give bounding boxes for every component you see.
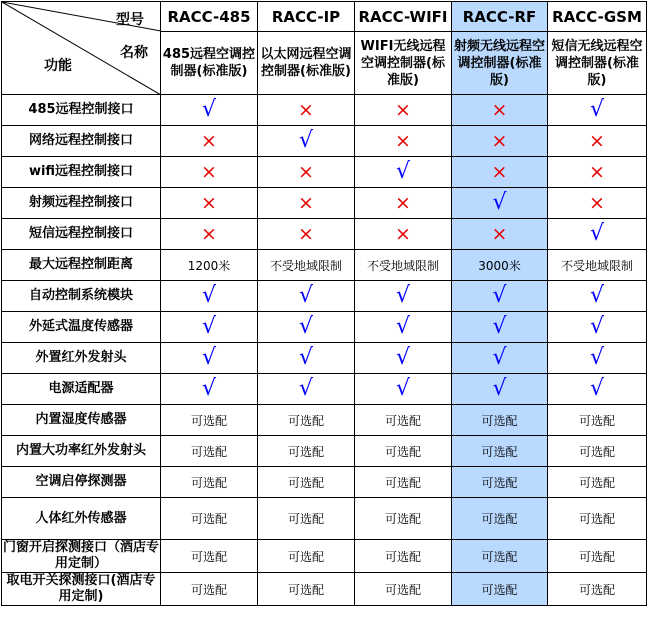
feature-cell [161,157,258,188]
cell-value: 可选配 [481,582,518,597]
check-mark-icon: √ [492,314,507,339]
model-description: 485远程空调控制器(标准版) [161,32,258,95]
feature-cell [452,250,548,281]
check-mark-icon: √ [298,128,314,153]
model-header: RACC-RF [452,2,548,32]
check-mark-icon: √ [298,345,314,370]
feature-cell [548,126,647,157]
table-row [2,312,647,343]
cross-mark-icon: × [201,161,217,183]
cross-mark-icon: × [491,99,508,121]
feature-cell [161,343,258,374]
feature-cell [355,374,452,405]
feature-cell [161,374,258,405]
feature-cell [355,436,452,467]
cell-value: 可选配 [384,475,421,490]
feature-cell [258,540,355,573]
check-mark-icon: √ [492,283,507,308]
cell-value: 可选配 [384,444,421,459]
feature-cell [452,95,548,126]
feature-cell [548,219,647,250]
feature-cell [452,157,548,188]
cell-value: 1200米 [187,258,231,273]
feature-label: 空调启停探测器 [2,467,161,498]
feature-cell [452,467,548,498]
feature-label: 门窗开启探测接口（酒店专用定制） [3,540,160,571]
feature-label: 内置湿度传感器 [2,405,161,436]
feature-cell [258,219,355,250]
check-mark-icon: √ [589,97,605,122]
cell-value: 可选配 [481,475,518,490]
feature-cell [548,95,647,126]
cross-mark-icon: × [298,161,314,183]
check-mark-icon: √ [395,159,411,184]
feature-cell [355,126,452,157]
feature-cell [452,126,548,157]
feature-label: wifi远程控制接口 [2,157,161,188]
header-model-row [2,2,647,32]
feature-cell [161,436,258,467]
model-description: WIFI无线远程空调控制器(标准版) [355,32,452,95]
cell-value: 可选配 [481,512,518,526]
check-mark-icon: √ [589,376,605,401]
check-mark-icon: √ [201,283,217,308]
cell-value: 不受地域限制 [366,258,439,273]
check-mark-icon: √ [589,345,605,370]
check-mark-icon: √ [201,314,217,339]
table-row [2,126,647,157]
cross-mark-icon: × [298,192,314,214]
feature-cell [355,281,452,312]
check-mark-icon: √ [298,283,314,308]
cell-value: 可选配 [190,582,227,597]
table-body [2,2,647,606]
model-header: RACC-WIFI [355,2,452,32]
check-mark-icon: √ [492,190,507,215]
cell-value: 可选配 [287,444,324,459]
feature-label: 内置大功率红外发射头 [2,436,161,467]
table-row [2,573,647,606]
check-mark-icon: √ [298,314,314,339]
feature-cell [452,540,548,573]
cell-value: 不受地域限制 [269,258,342,273]
check-mark-icon: √ [589,314,605,339]
cross-mark-icon: × [395,223,411,245]
feature-cell [548,343,647,374]
feature-cell [355,219,452,250]
cell-value: 可选配 [481,413,518,428]
table-row [2,188,647,219]
feature-cell [355,157,452,188]
table-row [2,95,647,126]
feature-cell [258,405,355,436]
feature-cell [548,405,647,436]
feature-cell [548,467,647,498]
cross-mark-icon: × [589,161,605,183]
feature-cell [355,405,452,436]
cell-value: 可选配 [287,413,324,428]
feature-cell [548,374,647,405]
cell-value: 可选配 [287,549,324,564]
feature-cell [258,250,355,281]
cross-mark-icon: × [491,223,508,245]
feature-cell [548,188,647,219]
corner-name-label: 名称 [120,45,148,61]
feature-cell [258,126,355,157]
feature-cell [452,281,548,312]
table-row [2,540,647,573]
feature-cell [258,157,355,188]
feature-cell [355,573,452,606]
cell-value: 可选配 [384,512,421,526]
cell-value: 可选配 [190,512,227,526]
feature-label: 自动控制系统模块 [2,281,161,312]
feature-cell [161,250,258,281]
cell-value: 可选配 [384,413,421,428]
cross-mark-icon: × [491,130,508,152]
cell-value: 3000米 [478,258,521,273]
feature-cell [258,95,355,126]
feature-cell [161,498,258,540]
feature-label: 网络远程控制接口 [2,126,161,157]
feature-cell [452,219,548,250]
feature-cell [258,467,355,498]
feature-cell [548,573,647,606]
cell-value: 可选配 [578,512,615,526]
feature-cell [548,540,647,573]
feature-cell [548,312,647,343]
table-row [2,343,647,374]
cross-mark-icon: × [589,130,605,152]
cell-value: 可选配 [190,413,227,428]
cross-mark-icon: × [201,223,217,245]
feature-cell [355,188,452,219]
feature-cell [548,157,647,188]
feature-cell [355,343,452,374]
feature-cell [355,498,452,540]
feature-cell [355,467,452,498]
feature-cell [258,573,355,606]
model-description: 短信无线远程空调控制器(标准版) [548,32,647,95]
check-mark-icon: √ [492,345,507,370]
cell-value: 可选配 [287,512,324,526]
model-description: 以太网远程空调控制器(标准版) [258,32,355,95]
cross-mark-icon: × [395,99,411,121]
feature-cell [258,312,355,343]
corner-function-label: 功能 [44,58,72,74]
check-mark-icon: √ [395,345,411,370]
feature-cell [452,312,548,343]
feature-cell [161,95,258,126]
feature-cell [452,374,548,405]
cell-value: 可选配 [578,444,615,459]
feature-label: 485远程控制接口 [2,95,161,126]
cell-value: 可选配 [384,582,421,597]
feature-cell [258,281,355,312]
feature-cell [258,498,355,540]
feature-cell [355,250,452,281]
table-row [2,374,647,405]
feature-cell [161,219,258,250]
feature-cell [258,343,355,374]
feature-cell [258,374,355,405]
feature-cell [161,312,258,343]
feature-cell [161,573,258,606]
feature-label: 外延式温度传感器 [2,312,161,343]
cell-value: 可选配 [287,475,324,490]
feature-cell [548,281,647,312]
feature-cell [548,436,647,467]
feature-cell [161,281,258,312]
check-mark-icon: √ [589,221,605,246]
feature-cell [161,467,258,498]
cross-mark-icon: × [201,130,217,152]
cell-value: 可选配 [481,444,518,459]
cross-mark-icon: × [298,223,314,245]
model-header: RACC-GSM [548,2,647,32]
feature-label: 短信远程控制接口 [2,219,161,250]
check-mark-icon: √ [201,376,217,401]
feature-cell [452,188,548,219]
table-row [2,250,647,281]
cell-value: 可选配 [287,582,324,597]
feature-cell [452,436,548,467]
cell-value: 可选配 [578,413,615,428]
feature-cell [161,540,258,573]
feature-cell [548,250,647,281]
check-mark-icon: √ [395,376,411,401]
cross-mark-icon: × [589,192,605,214]
check-mark-icon: √ [395,283,411,308]
table-row [2,436,647,467]
cell-value: 可选配 [578,475,615,490]
table-row [2,157,647,188]
cell-value: 不受地域限制 [560,258,633,273]
feature-cell [452,573,548,606]
cell-value: 可选配 [481,549,518,564]
cell-value: 可选配 [190,475,227,490]
comparison-table [1,1,647,606]
feature-cell [355,312,452,343]
feature-cell [452,405,548,436]
cell-value: 可选配 [190,444,227,459]
feature-label: 最大远程控制距离 [2,250,161,281]
feature-label: 电源适配器 [2,374,161,405]
table-row [2,405,647,436]
check-mark-icon: √ [201,345,217,370]
table-row [2,498,647,540]
feature-cell [161,405,258,436]
table-row [2,281,647,312]
feature-cell [452,498,548,540]
table-row [2,467,647,498]
feature-cell [548,498,647,540]
table-row [2,219,647,250]
feature-label: 射频远程控制接口 [2,188,161,219]
model-header: RACC-IP [258,2,355,32]
header-corner-cell [2,2,161,95]
feature-label: 人体红外传感器 [2,498,161,540]
feature-cell [355,540,452,573]
cross-mark-icon: × [201,192,217,214]
check-mark-icon: √ [298,376,314,401]
cross-mark-icon: × [491,161,508,183]
cross-mark-icon: × [298,99,314,121]
check-mark-icon: √ [201,97,217,122]
cell-value: 可选配 [190,549,227,564]
cross-mark-icon: × [395,192,411,214]
model-description: 射频无线远程空调控制器(标准版) [452,32,548,95]
cell-value: 可选配 [384,549,421,564]
feature-cell [258,188,355,219]
feature-label: 外置红外发射头 [2,343,161,374]
check-mark-icon: √ [395,314,411,339]
feature-label: 取电开关探测接口(酒店专用定制) [2,573,161,606]
corner-model-label: 型号 [116,12,144,28]
model-header: RACC-485 [161,2,258,32]
feature-cell [452,343,548,374]
cross-mark-icon: × [395,130,411,152]
feature-cell [161,188,258,219]
feature-cell [355,95,452,126]
feature-cell [161,126,258,157]
check-mark-icon: √ [492,376,507,401]
check-mark-icon: √ [589,283,605,308]
cell-value: 可选配 [578,582,615,597]
feature-cell [258,436,355,467]
cell-value: 可选配 [578,549,615,564]
